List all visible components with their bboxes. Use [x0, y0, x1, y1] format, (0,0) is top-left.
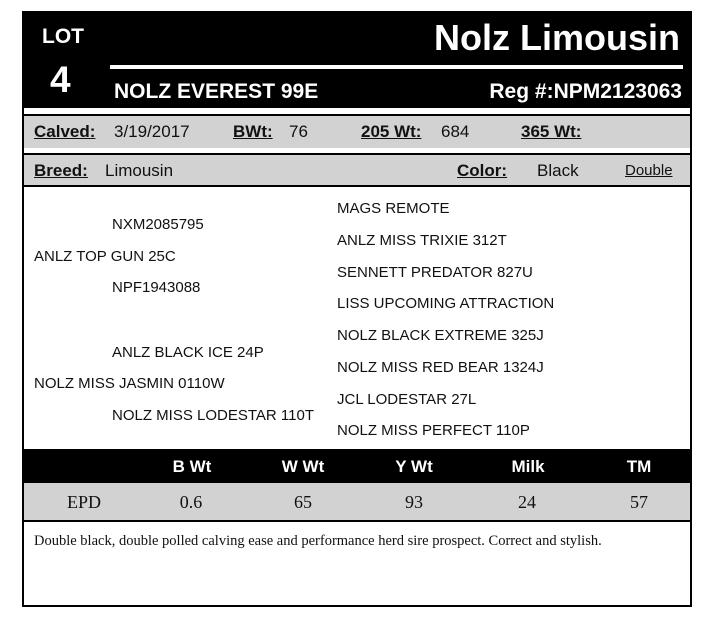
lot-comments: Double black, double polled calving ease and performance herd sire prospect. Correct and stylish.	[34, 533, 602, 549]
lot-card	[22, 11, 692, 607]
pedigree-g5: NOLZ BLACK EXTREME 325J	[337, 327, 544, 344]
epd-header-ywt: Y Wt	[395, 457, 433, 476]
breed-label: Breed:	[34, 161, 88, 180]
pedigree-g8: NOLZ MISS PERFECT 110P	[337, 422, 530, 439]
breed-row	[24, 153, 690, 187]
pedigree-sire-sire: NXM2085795	[112, 216, 204, 233]
epd-header-tm: TM	[626, 457, 652, 476]
wt205-label: 205 Wt:	[361, 122, 422, 141]
breed-value: Limousin	[105, 161, 174, 180]
epd-header-milk: Milk	[511, 457, 545, 476]
epd-value-bwt: 0.6	[179, 492, 203, 512]
wt365-label: 365 Wt:	[521, 122, 582, 141]
double-link[interactable]: Double	[625, 162, 673, 179]
animal-name: NOLZ EVEREST 99E	[114, 80, 319, 103]
pedigree-g3: SENNETT PREDATOR 827U	[337, 264, 533, 281]
pedigree-g1: MAGS REMOTE	[337, 200, 450, 217]
pedigree-sire-dam: NPF1943088	[112, 279, 201, 296]
epd-value-tm: 57	[630, 492, 648, 512]
pedigree-g6: NOLZ MISS RED BEAR 1324J	[337, 359, 544, 376]
epd-header-row	[24, 449, 690, 483]
epd-values-row	[24, 483, 690, 522]
calved-value: 3/19/2017	[114, 122, 190, 141]
epd-value-milk: 24	[518, 492, 536, 512]
pedigree-g2: ANLZ MISS TRIXIE 312T	[337, 232, 507, 249]
epd-value-wwt: 65	[294, 492, 312, 512]
epd-value-ywt: 93	[405, 492, 423, 512]
pedigree-sire: ANLZ TOP GUN 25C	[34, 248, 176, 265]
lot-number: 4	[50, 59, 71, 100]
pedigree-dam: NOLZ MISS JASMIN 0110W	[34, 375, 225, 392]
wt205-value: 684	[441, 122, 470, 141]
color-label: Color:	[457, 161, 508, 180]
bwt-value: 76	[289, 122, 308, 141]
registration-number: Reg #:NPM2123063	[489, 80, 682, 103]
stats-row	[24, 114, 690, 148]
calved-label: Calved:	[34, 122, 96, 141]
epd-row-label: EPD	[66, 492, 101, 512]
bwt-label: BWt:	[233, 122, 273, 141]
header-divider	[110, 65, 683, 69]
epd-header-wwt: W Wt	[281, 457, 325, 476]
color-value: Black	[537, 161, 579, 180]
pedigree-dam-dam: NOLZ MISS LODESTAR 110T	[112, 407, 314, 424]
pedigree-chart	[24, 187, 690, 449]
farm-name: Nolz Limousin	[434, 17, 680, 58]
pedigree-dam-sire: ANLZ BLACK ICE 24P	[112, 344, 264, 361]
pedigree-g7: JCL LODESTAR 27L	[337, 391, 477, 408]
lot-label: LOT	[42, 25, 84, 48]
epd-header-bwt: B Wt	[172, 457, 212, 476]
lot-header	[24, 13, 690, 108]
pedigree-g4: LISS UPCOMING ATTRACTION	[337, 295, 555, 312]
